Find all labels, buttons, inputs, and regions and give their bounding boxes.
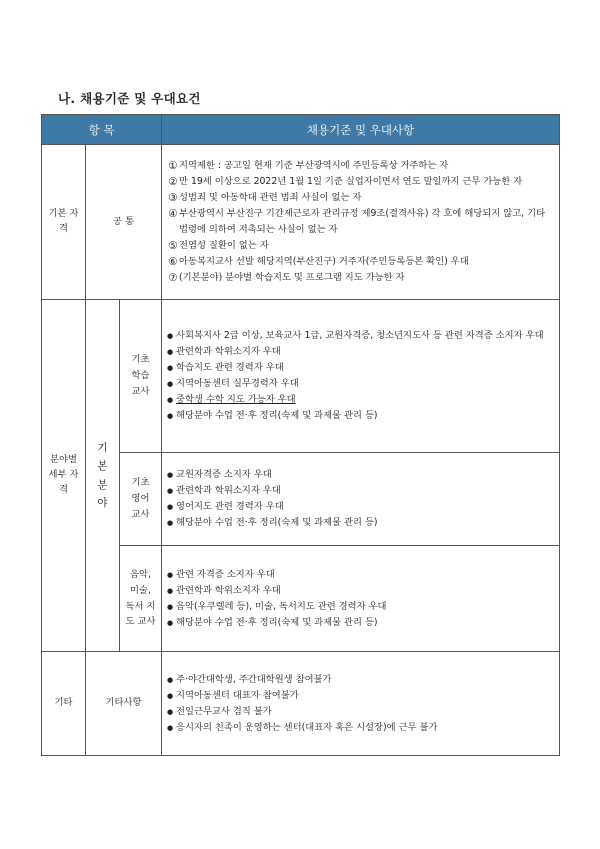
list-item: ① 지역제한 : 공고일 현재 기준 부산광역시에 주민등록상 거주하는 자 <box>168 160 449 173</box>
list-item: ● 지역아동센터 대표자 참여불가 <box>167 689 299 701</box>
list-item: ● 관련학과 학위소지자 우대 <box>167 485 281 496</box>
arts-teacher-row <box>42 546 560 652</box>
field-sub-label: 기 본 분 야 <box>86 300 120 652</box>
basic-items <box>162 145 560 300</box>
list-item: ● 관련학과 학위소지자 우대 <box>167 584 281 596</box>
learning-teacher-label: 기초 학습 교사 <box>120 300 162 453</box>
english-teacher-label: 기초 영어 교사 <box>120 453 162 546</box>
learning-items <box>162 300 560 453</box>
list-item: ③ 성범죄 및 아동학대 관련 범죄 사실이 없는 자 <box>168 192 362 205</box>
field-category-label: 분야별 세부 자격 <box>42 300 86 652</box>
list-item: ● 음악(우쿠렐레 등), 미술, 독서지도 관련 경력자 우대 <box>167 600 387 612</box>
list-item: ● 학습지도 관련 경력자 우대 <box>167 362 284 373</box>
etc-category-label: 기타 <box>42 652 86 756</box>
etc-row <box>42 652 560 756</box>
learning-teacher-row <box>42 300 560 453</box>
section-title: 나. 채용기준 및 우대요건 <box>58 91 201 106</box>
basic-qualification-row <box>42 145 560 300</box>
list-item: ⑤ 전염성 질환이 없는 자 <box>168 239 269 252</box>
criteria-table <box>41 114 560 756</box>
list-item: ● 교원자격증 소지자 우대 <box>167 469 272 480</box>
list-item: ⑥ 아동복지교사 선발 해당지역(부산진구) 거주자(주민등록등본 확인) 우대 <box>168 255 469 268</box>
list-item: ● 중학생 수학 지도 가능자 우대 <box>167 394 296 405</box>
list-item: ● 지역아동센터 실무경력자 우대 <box>167 378 299 389</box>
arts-items <box>162 546 560 652</box>
list-item: ● 해당분야 수업 전·후 정리(숙제 및 과제물 관리 등) <box>167 410 378 421</box>
etc-items <box>162 652 560 756</box>
list-item: ④ 부산광역시 부산진구 기간제근로자 관리규정 제9조(결격사유) 각 호에 해당되지 않고, 기타 법령에 의하여 저촉되는 사실이 없는 자 <box>168 208 546 235</box>
arts-teacher-label: 음악, 미술, 독서 지도 교사 <box>120 546 162 652</box>
basic-sub-label: 공 통 <box>86 145 162 300</box>
header-item: 항 목 <box>42 115 162 145</box>
list-item: ⑦ (기본분야) 분야별 학습지도 및 프로그램 지도 가능한 자 <box>168 271 405 284</box>
list-item: ② 만 19세 이상으로 2022년 1월 1일 기준 실업자이면서 연도 말일까지 근무 가능한 자 <box>168 176 523 189</box>
list-item: ● 관련 자격증 소지자 우대 <box>167 568 275 580</box>
etc-sub-label: 기타사항 <box>86 652 162 756</box>
basic-category-label: 기본 자격 <box>42 145 86 300</box>
list-item: ● 사회복지사 2급 이상, 보육교사 1급, 교원자격증, 청소년지도사 등 관련 자격증 소지자 우대 <box>167 330 544 341</box>
list-item: ● 전일근무교사 겸직 불가 <box>167 705 272 717</box>
list-item: ● 관련학과 학위소지자 우대 <box>167 346 281 357</box>
list-item: ● 응시자의 친족이 운영하는 센터(대표자 혹은 시설장)에 근무 불가 <box>167 721 438 733</box>
list-item: ● 영어지도 관련 경력자 우대 <box>167 501 284 512</box>
list-item: ● 해당분야 수업 전·후 정리(숙제 및 과제물 관리 등) <box>167 517 378 528</box>
table-header-row <box>42 115 560 145</box>
header-criteria: 채용기준 및 우대사항 <box>162 115 560 145</box>
english-teacher-row <box>42 453 560 546</box>
english-items <box>162 453 560 546</box>
list-item: ● 해당분야 수업 전·후 정리(숙제 및 과제물 관리 등) <box>167 616 378 628</box>
list-item: ● 주·야간대학생, 주간대학원생 참여불가 <box>167 673 332 685</box>
